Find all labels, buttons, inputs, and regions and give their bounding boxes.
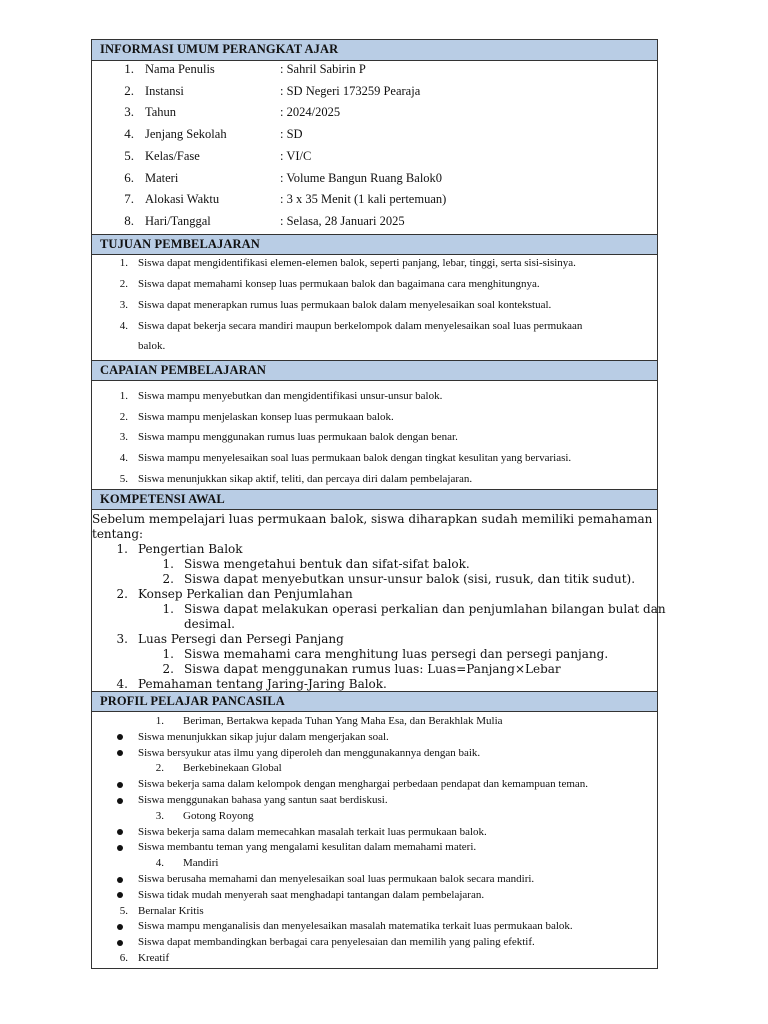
info-value: : SD [280,127,303,142]
list-number: 5. [119,472,128,485]
info-label: Materi [145,170,179,185]
kompetensi-intro-line2: tentang: [92,527,144,541]
list-number: 1. [162,647,174,661]
info-label: Tahun [145,105,177,120]
info-value: : Sahril Sabirin P [280,62,366,76]
info-value: : Selasa, 28 Januari 2025 [280,213,405,228]
list-text: Siswa memahami cara menghitung luas persegi dan persegi panjang. [184,647,609,661]
list-number: 4. [155,857,164,870]
list-number: 3. [155,809,164,822]
list-number: 1. [116,542,128,556]
list-text: Gotong Royong [183,809,254,822]
list-text: Luas Persegi dan Persegi Panjang [138,632,344,646]
list-text: Mandiri [183,857,219,870]
list-text: Siswa dapat menyebutkan unsur-unsur balok (sisi, rusuk, dan titik sudut). [184,572,636,586]
info-label: Hari/Tanggal [145,213,211,228]
section-title: KOMPETENSI AWAL [100,492,225,506]
section-header-info [92,40,657,61]
info-number: 3. [124,104,134,120]
list-text: Siswa mampu menjelaskan konsep luas permukaan balok. [138,410,394,423]
list-text: Siswa menunjukkan sikap aktif, teliti, dan percaya diri dalam pembelajaran. [138,472,473,485]
info-number: 5. [124,147,134,163]
list-number: 1. [155,715,164,727]
list-number: 1. [162,557,174,571]
document-page [91,39,666,969]
info-value: : VI/C [280,148,312,163]
info-label: Kelas/Fase [145,148,200,163]
info-label: Alokasi Waktu [145,192,220,207]
list-number: 1. [119,390,128,402]
list-text: Siswa dapat mengidentifikasi elemen-elemen balok, seperti panjang, lebar, tinggi, serta sisi-sisinya. [138,257,576,269]
info-number: 1. [124,61,134,76]
list-text: Siswa dapat membandingkan berbagai cara penyelesaian dan memilih yang paling efektif. [138,936,535,949]
list-number: 2. [116,587,128,601]
list-number: 5. [119,904,128,917]
list-number: 3. [119,299,128,311]
section-title: CAPAIAN PEMBELAJARAN [100,363,267,377]
list-text: Siswa berusaha memahami dan menyelesaikan soal luas permukaan balok secara mandiri. [138,873,535,885]
info-label: Jenjang Sekolah [145,127,227,142]
bullet-icon [117,798,123,804]
list-text: Siswa mampu menyebutkan dan mengidentifikasi unsur-unsur balok. [138,390,443,402]
info-label: Nama Penulis [145,62,215,76]
list-number: 1. [162,602,174,616]
section-header-tujuan [92,234,657,255]
list-number: 2. [155,762,164,775]
list-number: 1. [119,257,128,269]
info-label: Instansi [145,83,184,98]
list-text: Konsep Perkalian dan Penjumlahan [138,587,353,601]
bullet-icon [117,924,123,930]
list-text: Siswa dapat melakukan operasi perkalian dan penjumlahan bilangan bulat dan [184,602,666,616]
bullet-icon [117,750,123,756]
list-text: Siswa mampu menganalisis dan menyelesaikan masalah matematika terkait luas permukaan balok. [138,920,573,933]
bullet-icon [117,734,123,740]
info-number: 8. [124,212,134,228]
bullet-icon [117,782,123,788]
list-number: 6. [119,952,128,964]
list-number: 3. [116,632,128,646]
list-text: Siswa mampu menyelesaikan soal luas permukaan balok dengan tingkat kesulitan yang bervariasi. [138,452,572,465]
list-number: 3. [119,431,128,444]
list-text: Berkebinekaan Global [183,762,282,775]
list-text-continued: balok. [138,340,166,352]
info-value: : 2024/2025 [280,105,341,120]
info-number: 7. [124,191,134,207]
info-number: 4. [124,126,134,142]
list-text: Siswa membantu teman yang mengalami kesulitan dalam memahami materi. [138,841,477,854]
list-text: Siswa tidak mudah menyerah saat menghadapi tantangan dalam pembelajaran. [138,888,485,901]
info-number: 6. [124,169,134,185]
list-text: Siswa bekerja sama dalam kelompok dengan menghargai perbedaan pendapat dan kemampuan teman. [138,778,589,791]
list-text: Beriman, Bertakwa kepada Tuhan Yang Maha Esa, dan Berakhlak Mulia [183,715,503,727]
info-value: : SD Negeri 173259 Pearaja [280,83,421,98]
list-text: Siswa mengetahui bentuk dan sifat-sifat balok. [184,557,470,571]
section-header-kompetensi [92,489,657,510]
info-number: 2. [124,82,134,98]
list-text: Bernalar Kritis [138,904,204,917]
section-title: INFORMASI UMUM PERANGKAT AJAR [100,42,339,56]
list-text: Siswa dapat menerapkan rumus luas permukaan balok dalam menyelesaikan soal kontekstual. [138,299,552,311]
bullet-icon [117,940,123,946]
list-number: 4. [116,677,128,691]
bullet-icon [117,845,123,851]
section-title: PROFIL PELAJAR PANCASILA [100,694,285,708]
bullet-icon [117,829,123,835]
list-text: desimal. [184,617,235,631]
list-text: Pemahaman tentang Jaring-Jaring Balok. [138,677,387,691]
list-number: 2. [162,572,174,586]
list-text: Siswa dapat bekerja secara mandiri maupun berkelompok dalam menyelesaikan soal luas permukaan [138,320,583,332]
list-number: 4. [119,452,128,465]
list-number: 4. [119,320,128,332]
section-title: TUJUAN PEMBELAJARAN [100,237,260,251]
list-text: Kreatif [138,952,170,964]
list-text: Siswa bersyukur atas ilmu yang diperoleh dan menggunakannya dengan baik. [138,746,481,759]
section-header-profil [92,691,657,712]
bullet-icon [117,877,123,883]
list-text: Siswa mampu menggunakan rumus luas permukaan balok dengan benar. [138,431,458,444]
bullet-icon [117,892,123,898]
list-text: Siswa dapat memahami konsep luas permukaan balok dan bagaimana cara menghitungnya. [138,278,540,290]
kompetensi-intro-line1: Sebelum mempelajari luas permukaan balok, siswa diharapkan sudah memiliki pemahaman [92,512,653,526]
list-text: Siswa menunjukkan sikap jujur dalam mengerjakan soal. [138,730,389,743]
list-number: 2. [162,662,174,676]
list-number: 2. [119,410,128,423]
section-header-capaian [92,360,657,381]
info-value: : Volume Bangun Ruang Balok0 [280,170,443,185]
list-text: Pengertian Balok [138,542,243,556]
list-text: Siswa menggunakan bahasa yang santun saat berdiskusi. [138,794,388,806]
info-value: : 3 x 35 Menit (1 kali pertemuan) [280,192,447,207]
list-text: Siswa dapat menggunakan rumus luas: Luas=Panjang×Lebar [184,662,561,676]
list-number: 2. [119,278,128,290]
list-text: Siswa bekerja sama dalam memecahkan masalah terkait luas permukaan balok. [138,825,487,838]
